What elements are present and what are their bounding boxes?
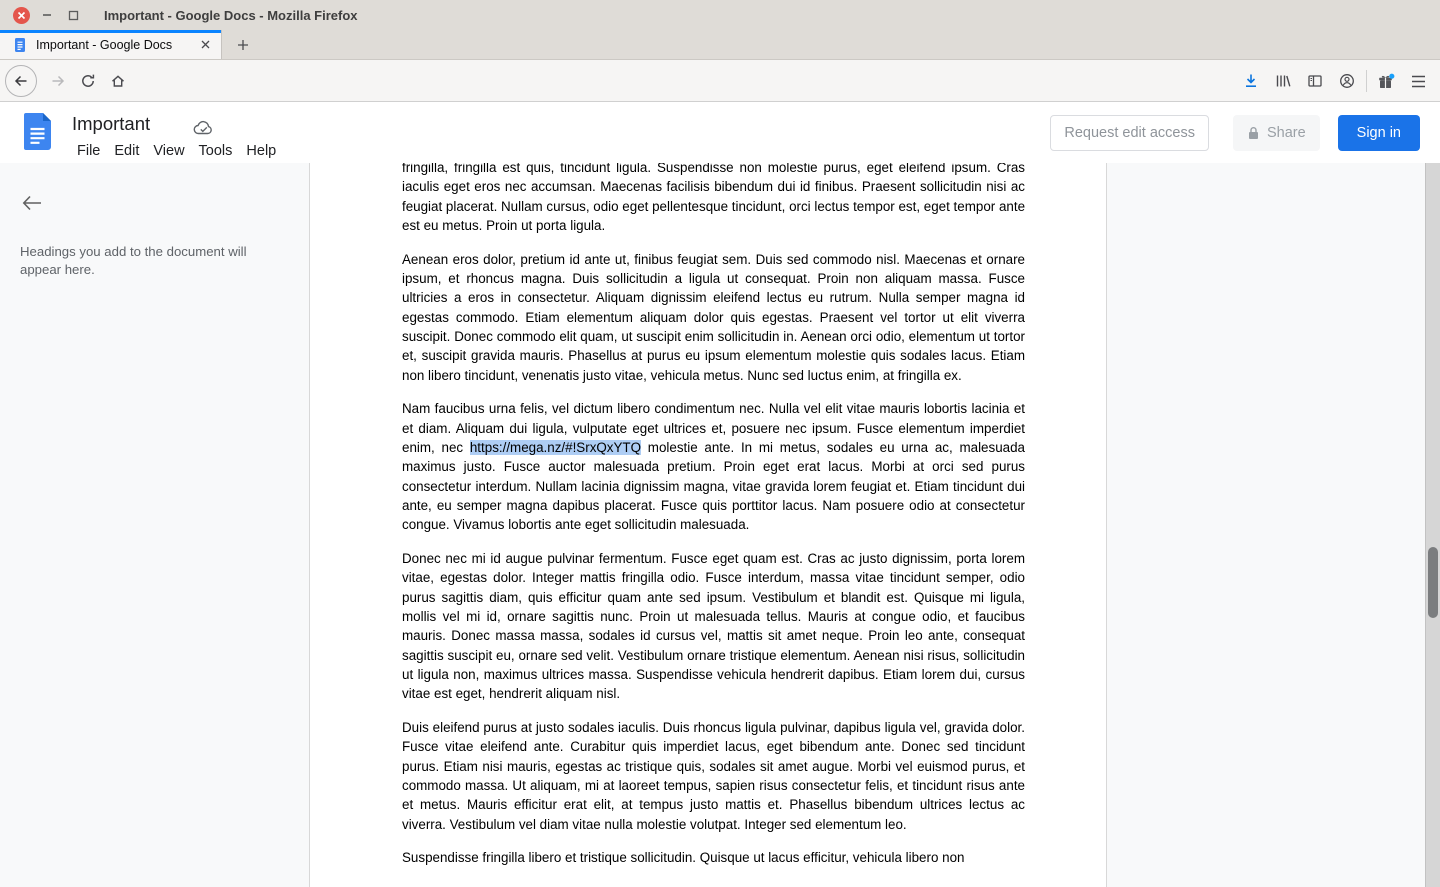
window-title: Important - Google Docs - Mozilla Firefox (104, 7, 358, 23)
document-status-cloud-icon[interactable] (193, 119, 215, 136)
forward-button[interactable] (42, 65, 74, 97)
share-lock-icon (1247, 126, 1260, 140)
reload-button[interactable] (72, 65, 104, 97)
account-button[interactable] (1331, 65, 1363, 97)
download-icon (1243, 73, 1259, 89)
paragraph[interactable] (402, 399, 1025, 534)
paragraph[interactable]: Donec nec mi id augue pulvinar fermentum. Fusce eget quam est. Cras ac justo dignissim, porta lorem vitae, egestas dolor. Integer mattis fringilla odio. Fusce interdum, massa vitae tincidunt semper, odio purus sagittis diam, quis efficitur quam ante sed ipsum. Vestibulum et blandit est. Quisque mi ligula, mollis vel mi id, ornare sagittis nunc. Proin ut malesuada tellus. Mauris at congue odio, et faucibus mauris. Donec massa massa, sodales id cursus vel, mattis sit amet neque. Proin leo ante, consequat sagittis suscipit eu, ornare sed velit. Vestibulum ornare tristique elementum. Aenean nisi risus, sollicitudin ut ligula non, maximus ultrices massa. Suspendisse vehicula hendrerit dapibus. Etiam lorem dui, cursus vitae est eget, hendrerit aliquam nisl. (402, 551, 1025, 702)
new-tab-button[interactable] (228, 30, 258, 59)
library-icon (1275, 73, 1292, 89)
menu-tools[interactable]: Tools (198, 143, 233, 159)
maximize-icon (68, 10, 79, 21)
tab-bar (0, 30, 1440, 60)
share-button[interactable] (1233, 115, 1320, 151)
menu-help[interactable]: Help (246, 143, 277, 159)
minimize-icon (42, 10, 52, 20)
sidebar-icon (1307, 73, 1323, 89)
docs-menubar (70, 141, 283, 161)
plus-icon (237, 39, 249, 51)
notification-dot (1389, 73, 1394, 78)
downloads-button[interactable] (1235, 65, 1267, 97)
close-outline-button[interactable] (18, 189, 46, 217)
back-arrow-icon (22, 195, 42, 211)
library-button[interactable] (1267, 65, 1299, 97)
selected-mega-link-text[interactable]: https://mega.nz/#!SrxQxYTQ (469, 440, 642, 456)
gift-icon (1377, 73, 1395, 90)
forward-arrow-icon (50, 73, 66, 89)
back-arrow-icon (13, 73, 29, 89)
whats-new-button[interactable] (1370, 65, 1402, 97)
google-docs-app-icon[interactable] (24, 113, 51, 150)
window-titlebar (0, 0, 1440, 30)
request-edit-access-button[interactable]: Request edit access (1050, 115, 1209, 151)
sidebars-button[interactable] (1299, 65, 1331, 97)
menu-edit[interactable]: Edit (114, 143, 140, 159)
document-text (402, 163, 1025, 868)
outline-empty-hint: Headings you add to the document will appear here. (20, 244, 247, 277)
paragraph-text: Nam faucibus urna felis, vel dictum libero condimentum nec. Nulla vel elit vitae mauris lobortis lacinia et et diam. Aliquam dui ligula, vulputate eget ultrices et, posuere nec ipsum. Fusce elementum imperdiet enim, nec (402, 401, 1025, 456)
paragraph[interactable]: Duis eleifend purus at justo sodales iaculis. Duis rhoncus ligula pulvinar, dapibus ligula vel, gravida dolor. Fusce vitae eleifend ante. Curabitur quis imperdiet lacus, eget bibendum ante. Donec sed tincidunt purus. Etiam nisi mauris, egestas ac tristique quis, sodales sit amet augue. Morbi vel euismod purus, et commodo massa. Ut aliquam, mi at laoreet tempus, sapien risus consectetur felis, et tincidunt risus ante et metus. Mauris efficitur erat elit, at tempus justo mattis et. Phasellus bibendum ultrices lectus ac viverra. Vestibulum vel diam vitae nulla molestie volutpat. Integer sed elementum leo. (402, 720, 1025, 832)
google-docs-favicon (12, 37, 28, 53)
toolbar-separator (1366, 70, 1367, 92)
close-icon (13, 7, 30, 24)
navigation-toolbar (0, 60, 1440, 102)
tab-close-button[interactable] (195, 35, 215, 55)
menu-file[interactable]: File (77, 143, 101, 159)
account-person-icon (1339, 73, 1355, 89)
close-icon (201, 40, 210, 49)
reload-icon (80, 73, 96, 89)
paragraph[interactable]: Aenean eros dolor, pretium id ante ut, finibus feugiat sem. Duis sed commodo nisl. Maecenas et ornare ipsum, et rhoncus magna. Duis sollicitudin a ligula ut consequat. Proin non aliquam massa. Fusce ultricies a eros in consectetur. Aliquam dignissim eleifend lectus eu rutrum. Nulla semper magna id egestas commodo. Etiam elementum aliquam dolor quis egestas. Praesent vel tortor ut elit viverra suscipit. Donec commodo elit quam, ut suscipit enim sollicitudin in. Aenean orci odio, elementum ut tortor et, suscipit gravida mauris. Phasellus at purus eu ipsum elementum molestie quis sodales lacus. Etiam non libero tincidunt, venenatis justo vitae, vehicula metus. Nunc sed luctus enim, at fringilla ex. (402, 251, 1025, 383)
home-button[interactable] (102, 65, 134, 97)
share-button-label: Share (1266, 125, 1306, 141)
menu-button[interactable] (1402, 65, 1434, 97)
tab-label: Important - Google Docs (36, 37, 173, 52)
docs-content-area (0, 163, 1440, 887)
back-button[interactable] (5, 65, 37, 97)
menu-view[interactable]: View (153, 143, 185, 159)
window-close-button[interactable] (8, 2, 34, 28)
window-maximize-button[interactable] (60, 2, 86, 28)
toolbar-right-cluster (1235, 65, 1434, 97)
home-icon (110, 73, 126, 89)
paragraph[interactable]: Suspendisse fringilla libero et tristique sollicitudin. Quisque ut lacus efficitur, vehicula libero non (402, 850, 965, 866)
document-page[interactable] (309, 163, 1107, 887)
sign-in-button[interactable]: Sign in (1338, 115, 1420, 151)
docs-header-actions (1050, 115, 1420, 151)
page-scrollbar[interactable] (1425, 163, 1440, 887)
document-title: Important (72, 113, 151, 134)
docs-header (0, 102, 1440, 163)
paragraph-text: molestie ante. In mi metus, sodales eu urna ac, malesuada maximus justo. Fusce auctor malesuada pretium. Proin eget erat lacus. Morbi at orci sed purus consectetur interdum. Nullam lacinia dignissim magna, vitae gravida lorem feugiat et. Etiam tincidunt dui ante, eu semper magna dapibus placerat. Fusce quis porttitor lacus. Nam posuere odio at consectetur congue. Vivamus lobortis ante eget sollicitudin malesuada. (402, 440, 1025, 533)
window-minimize-button[interactable] (34, 2, 60, 28)
tab-important-google-docs[interactable] (0, 30, 222, 59)
paragraph[interactable]: fringilla, fringilla est quis, tincidunt ligula. Suspendisse non molestie purus, eget eleifend ipsum. Cras iaculis eget eros nec accumsan. Maecenas facilisis bibendum dui id finibus. Praesent sollicitudin nisi ac feugiat placerat. Nullam cursus, odio eget pellentesque tincidunt, orci lectus tempor est, eget tempor ante est eu metus. Proin ut porta ligula. (402, 163, 1026, 233)
hamburger-icon (1411, 75, 1426, 88)
scrollbar-thumb[interactable] (1428, 547, 1438, 618)
